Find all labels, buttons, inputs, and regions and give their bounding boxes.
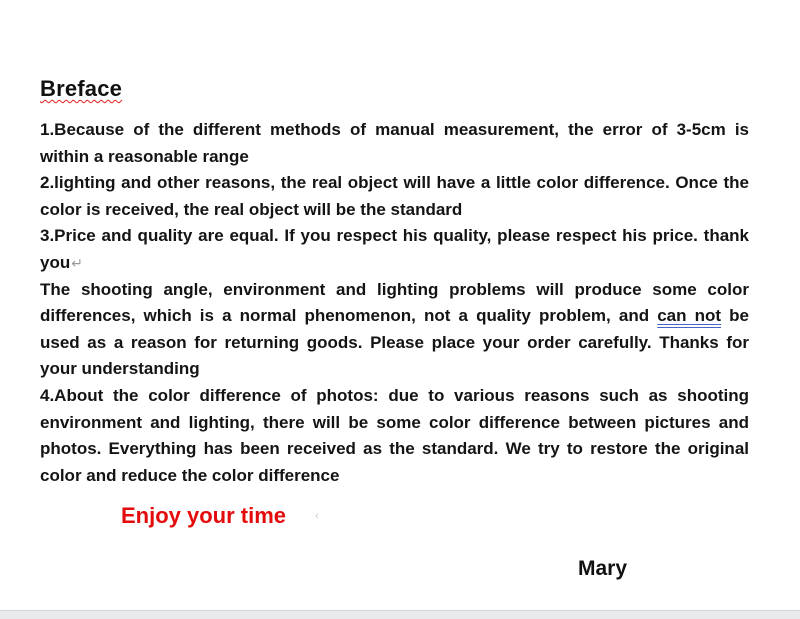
closing-mark-icon: ‹: [315, 510, 319, 522]
bottom-scroll-strip: [0, 610, 800, 619]
paragraph-4-text-end: be used as a reason for returning goods. Please place your order carefully. Thanks for your understanding: [40, 306, 750, 379]
paragraph-1: 1.Because of the different methods of manual measurement, the error of 3-5cm is within a reasonable range: [40, 120, 749, 166]
document-title: Breface: [40, 76, 123, 101]
paragraph-2: 2.lighting and other reasons, the real object will have a little color difference. Once the color is received, the real object will be the standard: [40, 173, 749, 219]
paragraph-3-text: 3.Price and quality are equal. If you respect his quality, please respect his price. thank you: [40, 226, 749, 272]
paragraph-4-text-start: The shooting angle, environment and lighting problems will produce some color differences, which is a normal phenomenon, not a quality problem, and: [40, 279, 749, 326]
signature: Mary: [578, 557, 628, 580]
paragraph-4: [40, 277, 749, 383]
paragraph-mark-icon: ↵: [71, 254, 83, 271]
document-body: [40, 117, 749, 489]
closing-line: Enjoy your time: [121, 503, 287, 528]
paragraph-5: 4.About the color difference of photos: due to various reasons such as shooting environment and lighting, there will be some color difference between pictures and photos. Everything has been received as the standard. We try to restore the original color and reduce the color difference: [40, 385, 749, 485]
paragraph-3: [40, 223, 749, 276]
grammar-flagged-text: can not: [657, 306, 722, 326]
